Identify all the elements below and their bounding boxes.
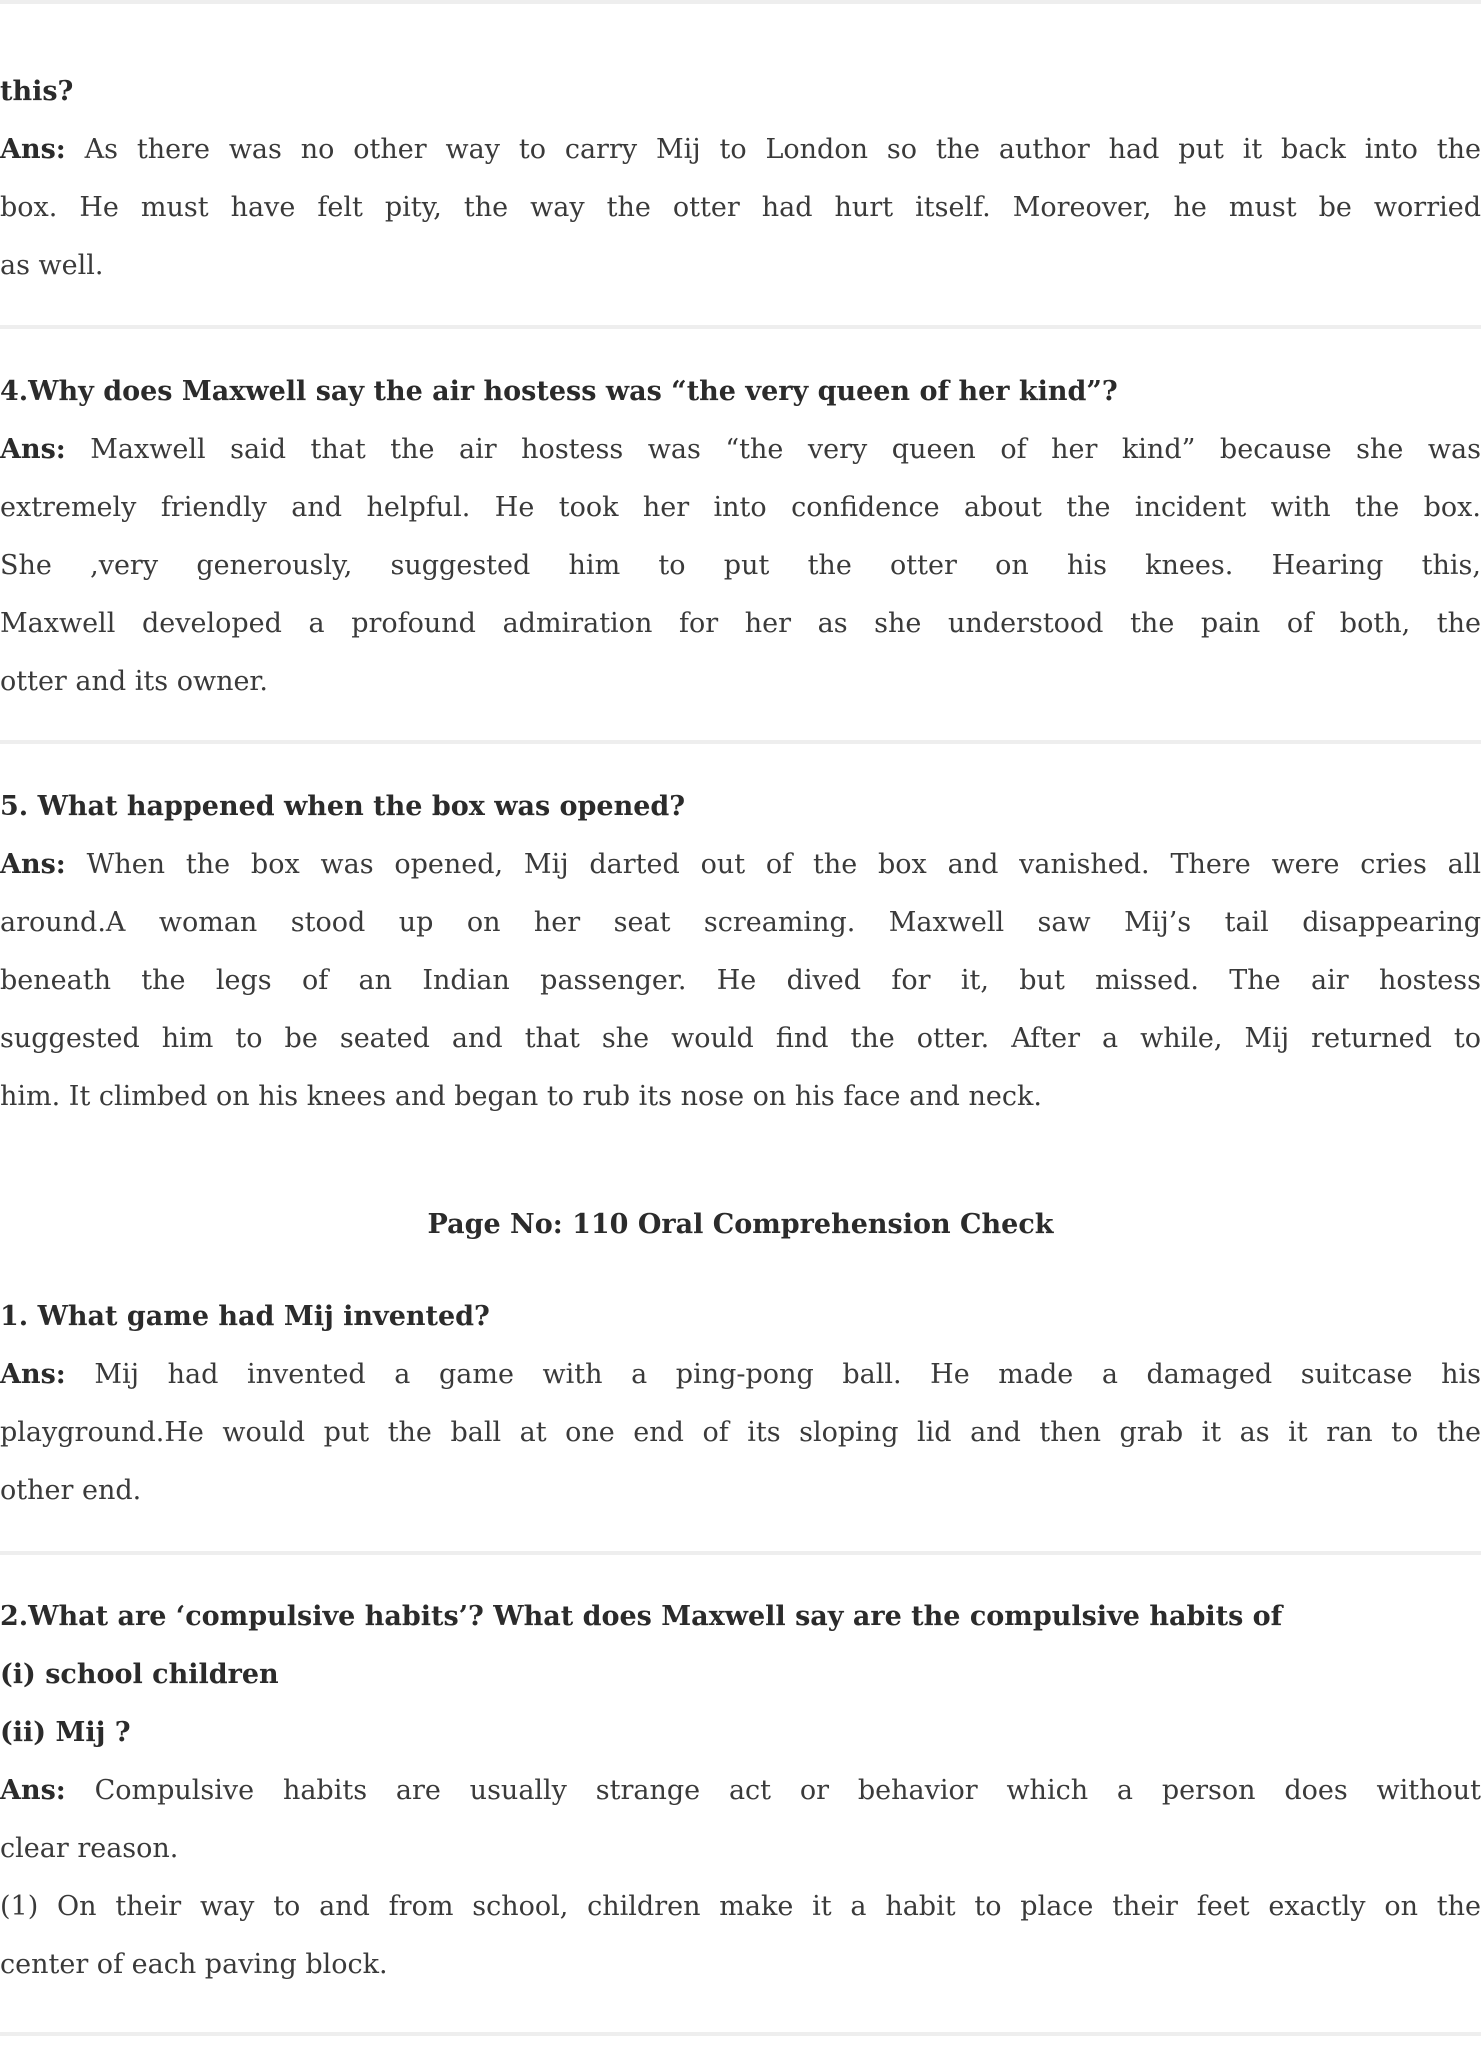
- answer-text: Maxwell said that the air hostess was “the very queen of her kind” because she was: [90, 434, 1481, 465]
- qa-block: [0, 1555, 1481, 2032]
- answer-line: (1) On their way to and from school, children make it a habit to place their feet exactly on the: [0, 1891, 1481, 1922]
- answer-label: Ans:: [0, 1359, 66, 1390]
- answer-line: around.A woman stood up on her seat screaming. Maxwell saw Mij’s tail disappearing: [0, 907, 1481, 938]
- answer-line: [0, 421, 1481, 479]
- qa-block: [0, 329, 1481, 740]
- answer-label: Ans:: [0, 134, 66, 165]
- answer-line: other end.: [0, 1475, 142, 1506]
- question-subpart: (ii) Mij ?: [0, 1717, 131, 1748]
- qa-block: [0, 1254, 1481, 1551]
- answer-line: suggested him to be seated and that she would find the otter. After a while, Mij returned to: [0, 1023, 1481, 1054]
- answer-line: otter and its owner.: [0, 666, 268, 697]
- answer-text: When the box was opened, Mij darted out of the box and vanished. There were cries all: [86, 849, 1481, 880]
- question-text: this?: [0, 76, 74, 107]
- answer-line: as well.: [0, 250, 104, 281]
- section-heading: Page No: 110 Oral Comprehension Check: [427, 1209, 1054, 1240]
- qa-block: [0, 4, 1481, 325]
- answer-text: Compulsive habits are usually strange act or behavior which a person does without: [94, 1775, 1481, 1806]
- answer-line: [0, 836, 1481, 894]
- divider: [0, 2032, 1481, 2036]
- answer-line: She ,very generously, suggested him to put the otter on his knees. Hearing this,: [0, 550, 1481, 581]
- answer-text: Mij had invented a game with a ping-pong ball. He made a damaged suitcase his: [94, 1359, 1481, 1390]
- answer-line: box. He must have felt pity, the way the otter had hurt itself. Moreover, he must be worried: [0, 192, 1481, 223]
- answer-line: [0, 1762, 1481, 1820]
- answer-label: Ans:: [0, 1775, 66, 1806]
- question-text: 4.Why does Maxwell say the air hostess was “the very queen of her kind”?: [0, 376, 1118, 407]
- qa-block: [0, 744, 1481, 1126]
- answer-line: playground.He would put the ball at one end of its sloping lid and then grab it as it ran to the: [0, 1417, 1481, 1448]
- answer-line: extremely friendly and helpful. He took her into confidence about the incident with the box.: [0, 492, 1481, 523]
- answer-label: Ans:: [0, 849, 66, 880]
- question-text: 1. What game had Mij invented?: [0, 1301, 490, 1332]
- answer-line: [0, 121, 1481, 179]
- answer-line: clear reason.: [0, 1833, 179, 1864]
- answer-line: beneath the legs of an Indian passenger. He dived for it, but missed. The air hostess: [0, 965, 1481, 996]
- answer-label: Ans:: [0, 434, 66, 465]
- question-text: 2.What are ‘compulsive habits’? What does Maxwell say are the compulsive habits of: [0, 1601, 1283, 1632]
- answer-text: As there was no other way to carry Mij to London so the author had put it back into the: [84, 134, 1481, 165]
- question-subpart: (i) school children: [0, 1659, 279, 1690]
- answer-line: center of each paving block.: [0, 1949, 388, 1980]
- answer-line: [0, 1346, 1481, 1404]
- answer-line: him. It climbed on his knees and began to rub its nose on his face and neck.: [0, 1081, 1042, 1112]
- question-text: 5. What happened when the box was opened?: [0, 791, 686, 822]
- answer-line: Maxwell developed a profound admiration for her as she understood the pain of both, the: [0, 608, 1481, 639]
